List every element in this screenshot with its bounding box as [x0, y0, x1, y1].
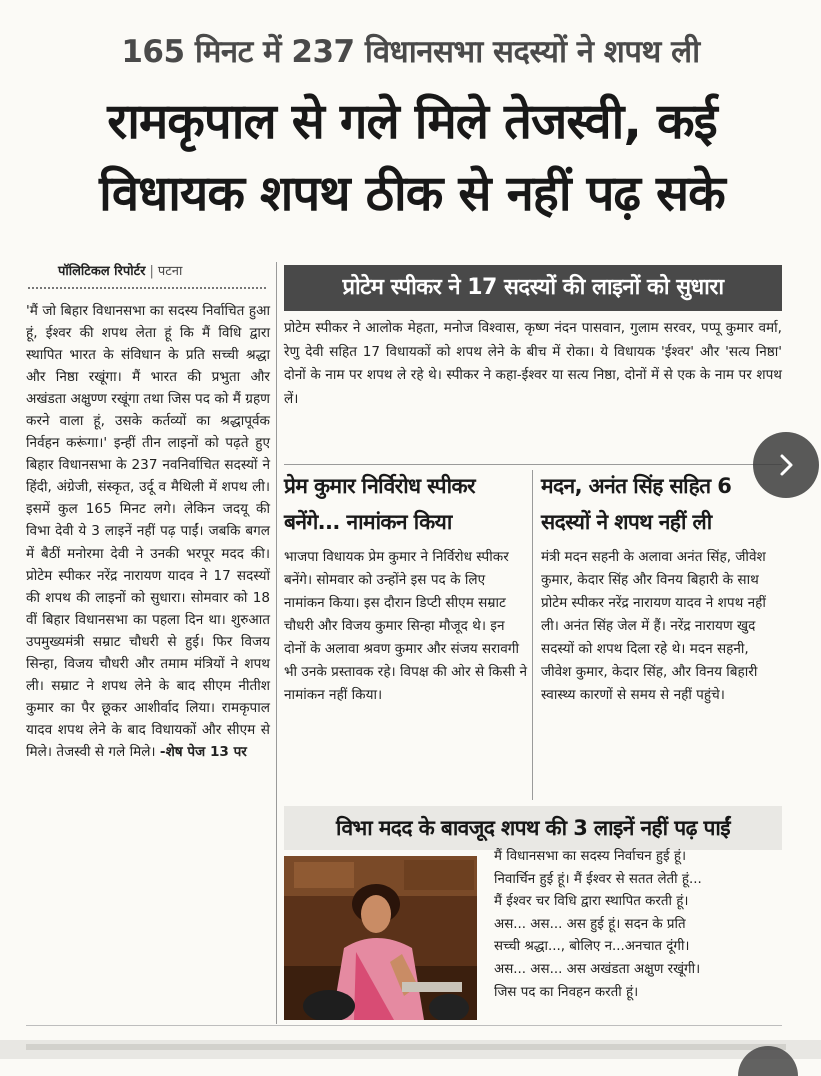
byline-separator: |	[149, 264, 154, 279]
page-bottom-divider	[26, 1025, 782, 1026]
absent-section-heading	[541, 468, 756, 540]
chevron-right-icon	[773, 452, 799, 478]
left-column-body	[26, 300, 270, 763]
byline-city: पटना	[157, 264, 183, 279]
quote-line: मैं ईश्वर चर विधि द्वारा स्थापित करती हूं।	[494, 894, 689, 910]
sub-column-divider	[532, 470, 533, 800]
byline-divider	[28, 287, 266, 289]
absent-section-body: मंत्री मदन सहनी के अलावा अनंत सिंह, जीवेश कुमार, केदार सिंह और विनय बिहारी के साथ प्रोटेम स्पीकर नरेंद्र नारायण यादव ने शपथ नहीं ली। अनंत सिंह जेल में हैं। नरेंद्र नारायण खुद सदस्यों को शपथ दिला रहे थे। मदन सहनी, जीवेश कुमार, केदार सिंह, और विनय बिहारी स्वास्थ्य कारणों से समय से नहीं पहुंचे।	[541, 549, 766, 703]
absent-heading-line-1: मदन, अनंत सिंह सहित 6	[541, 474, 732, 498]
byline-author: पॉलिटिकल रिपोर्टर	[58, 264, 146, 279]
protem-section-body: प्रोटेम स्पीकर ने आलोक मेहता, मनोज विश्वास, कृष्ण नंदन पासवान, गुलाम सरवर, पप्पू कुमार वर्मा, रेणु देवी सहित 17 विधायकों को शपथ लेने के बीच में रोका। ये विधायक 'ईश्वर' और 'सत्य निष्ठा' दोनों के नाम पर शपथ ले रहे थे। स्पीकर ने कहा-ईश्वर या सत्य निष्ठा, दोनों में से एक के नाम पर शपथ लें।	[284, 320, 782, 407]
absent-heading-line-2: सदस्यों ने शपथ नहीं ली	[541, 510, 712, 534]
quote-line: अस... अस... अस हुई हूं। सदन के प्रति	[494, 916, 686, 932]
quote-line: जिस पद का निवहन करती हूं।	[494, 984, 639, 1000]
vibha-section-heading: विभा मदद के बावजूद शपथ की 3 लाइनें नहीं पढ़ पाईं	[284, 806, 782, 850]
article-kicker: 165 मिनट में 237 विधानसभा सदस्यों ने शपथ ली	[121, 34, 700, 70]
next-button[interactable]	[753, 432, 819, 498]
byline	[58, 261, 182, 279]
section-divider	[284, 464, 782, 465]
protem-section-heading: प्रोटेम स्पीकर ने 17 सदस्यों की लाइनों को सुधारा	[284, 265, 782, 311]
left-column-text: 'मैं जो बिहार विधानसभा का सदस्य निर्वाचित हुआ हूं, ईश्वर की शपथ लेता हूं कि मैं विधि द्वारा स्थापित भारत के संविधान के प्रति सच्ची श्रद्धा और निष्ठा रखूंगा। मैं भारत की प्रभुता और अखंडता अक्षुण्ण रखूंगा तथा जिस पद को मैं ग्रहण करने वाला हूं, उसके कर्तव्यों का श्रद्धापूर्वक निर्वहन करूंगा।' इन्हीं तीन लाइनों को पढ़ते हुए बिहार विधानसभा के 237 नवनिर्वाचित सदस्यों ने हिंदी, अंग्रेजी, संस्कृत, उर्दू व मैथिली में शपथ ली। इसमें कुल 165 मिनट लगे। लेकिन जदयू की विभा देवी ये 3 लाइनें नहीं पढ़ पाईं। जबकि बगल में बैठीं मनोरमा देवी ने उनकी भरपूर मदद की। प्रोटेम स्पीकर नरेंद्र नारायण यादव ने 17 सदस्यों की शपथ की लाइनों को सुधारा। सोमवार को 18 वीं बिहार विधानसभा का पहला दिन था। शुरुआत उपमुख्यमंत्री सम्राट चौधरी से हुई। फिर विजय सिन्हा, विजय चौधरी और तमाम मंत्रियों ने शपथ ली। सम्राट ने शपथ लेने के बाद सीएम नीतीश कुमार का पैर छूकर आशीर्वाद लिया। रामकृपाल यादव शपथ लेने के बाद विधायकों और सीएम से मिले। तेजस्वी से गले मिले।	[26, 303, 270, 760]
assembly-photo	[284, 856, 477, 1020]
next-page-strip	[26, 1044, 786, 1050]
speaker-heading-line-2: बनेंगे... नामांकन किया	[284, 510, 452, 534]
speaker-section-body: भाजपा विधायक प्रेम कुमार ने निर्विरोध स्पीकर बनेंगे। सोमवार को उन्होंने इस पद के लिए नामांकन किया। इस दौरान डिप्टी सीएम सम्राट चौधरी और विजय कुमार सिन्हा मौजूद थे। इन दोनों के अलावा श्रवण कुमार और संजय सरावगी भी उनके प्रस्तावक रहे। विपक्ष की ओर से किसी ने नामांकन नहीं किया।	[284, 549, 527, 703]
speaker-heading-line-1: प्रेम कुमार निर्विरोध स्पीकर	[284, 474, 475, 498]
column-divider	[276, 262, 277, 1024]
article-headline	[22, 86, 802, 230]
quote-line: सच्ची श्रद्धा..., बोलिए न...अनचात दूंगी।	[494, 939, 690, 955]
quote-line: अस... अस... अस अखंडता अक्षुण रखूंगी।	[494, 961, 701, 977]
quote-line: निवार्चिन हुई हूं। मैं ईश्वर से सतत लेती हूं...	[494, 871, 702, 887]
speaker-section-heading	[284, 468, 529, 540]
legislator-photo-illustration	[284, 856, 477, 1020]
quote-line: मैं विधानसभा का सदस्य निर्वाचन हुई हूं।	[494, 849, 687, 864]
oath-attempt-quote	[494, 846, 784, 1004]
headline-line-2: विधायक शपथ ठीक से नहीं पढ़ सके	[99, 165, 725, 222]
continued-note: -शेष पेज 13 पर	[159, 743, 247, 760]
headline-line-1: रामकृपाल से गले मिले तेजस्वी, कई	[107, 93, 717, 150]
